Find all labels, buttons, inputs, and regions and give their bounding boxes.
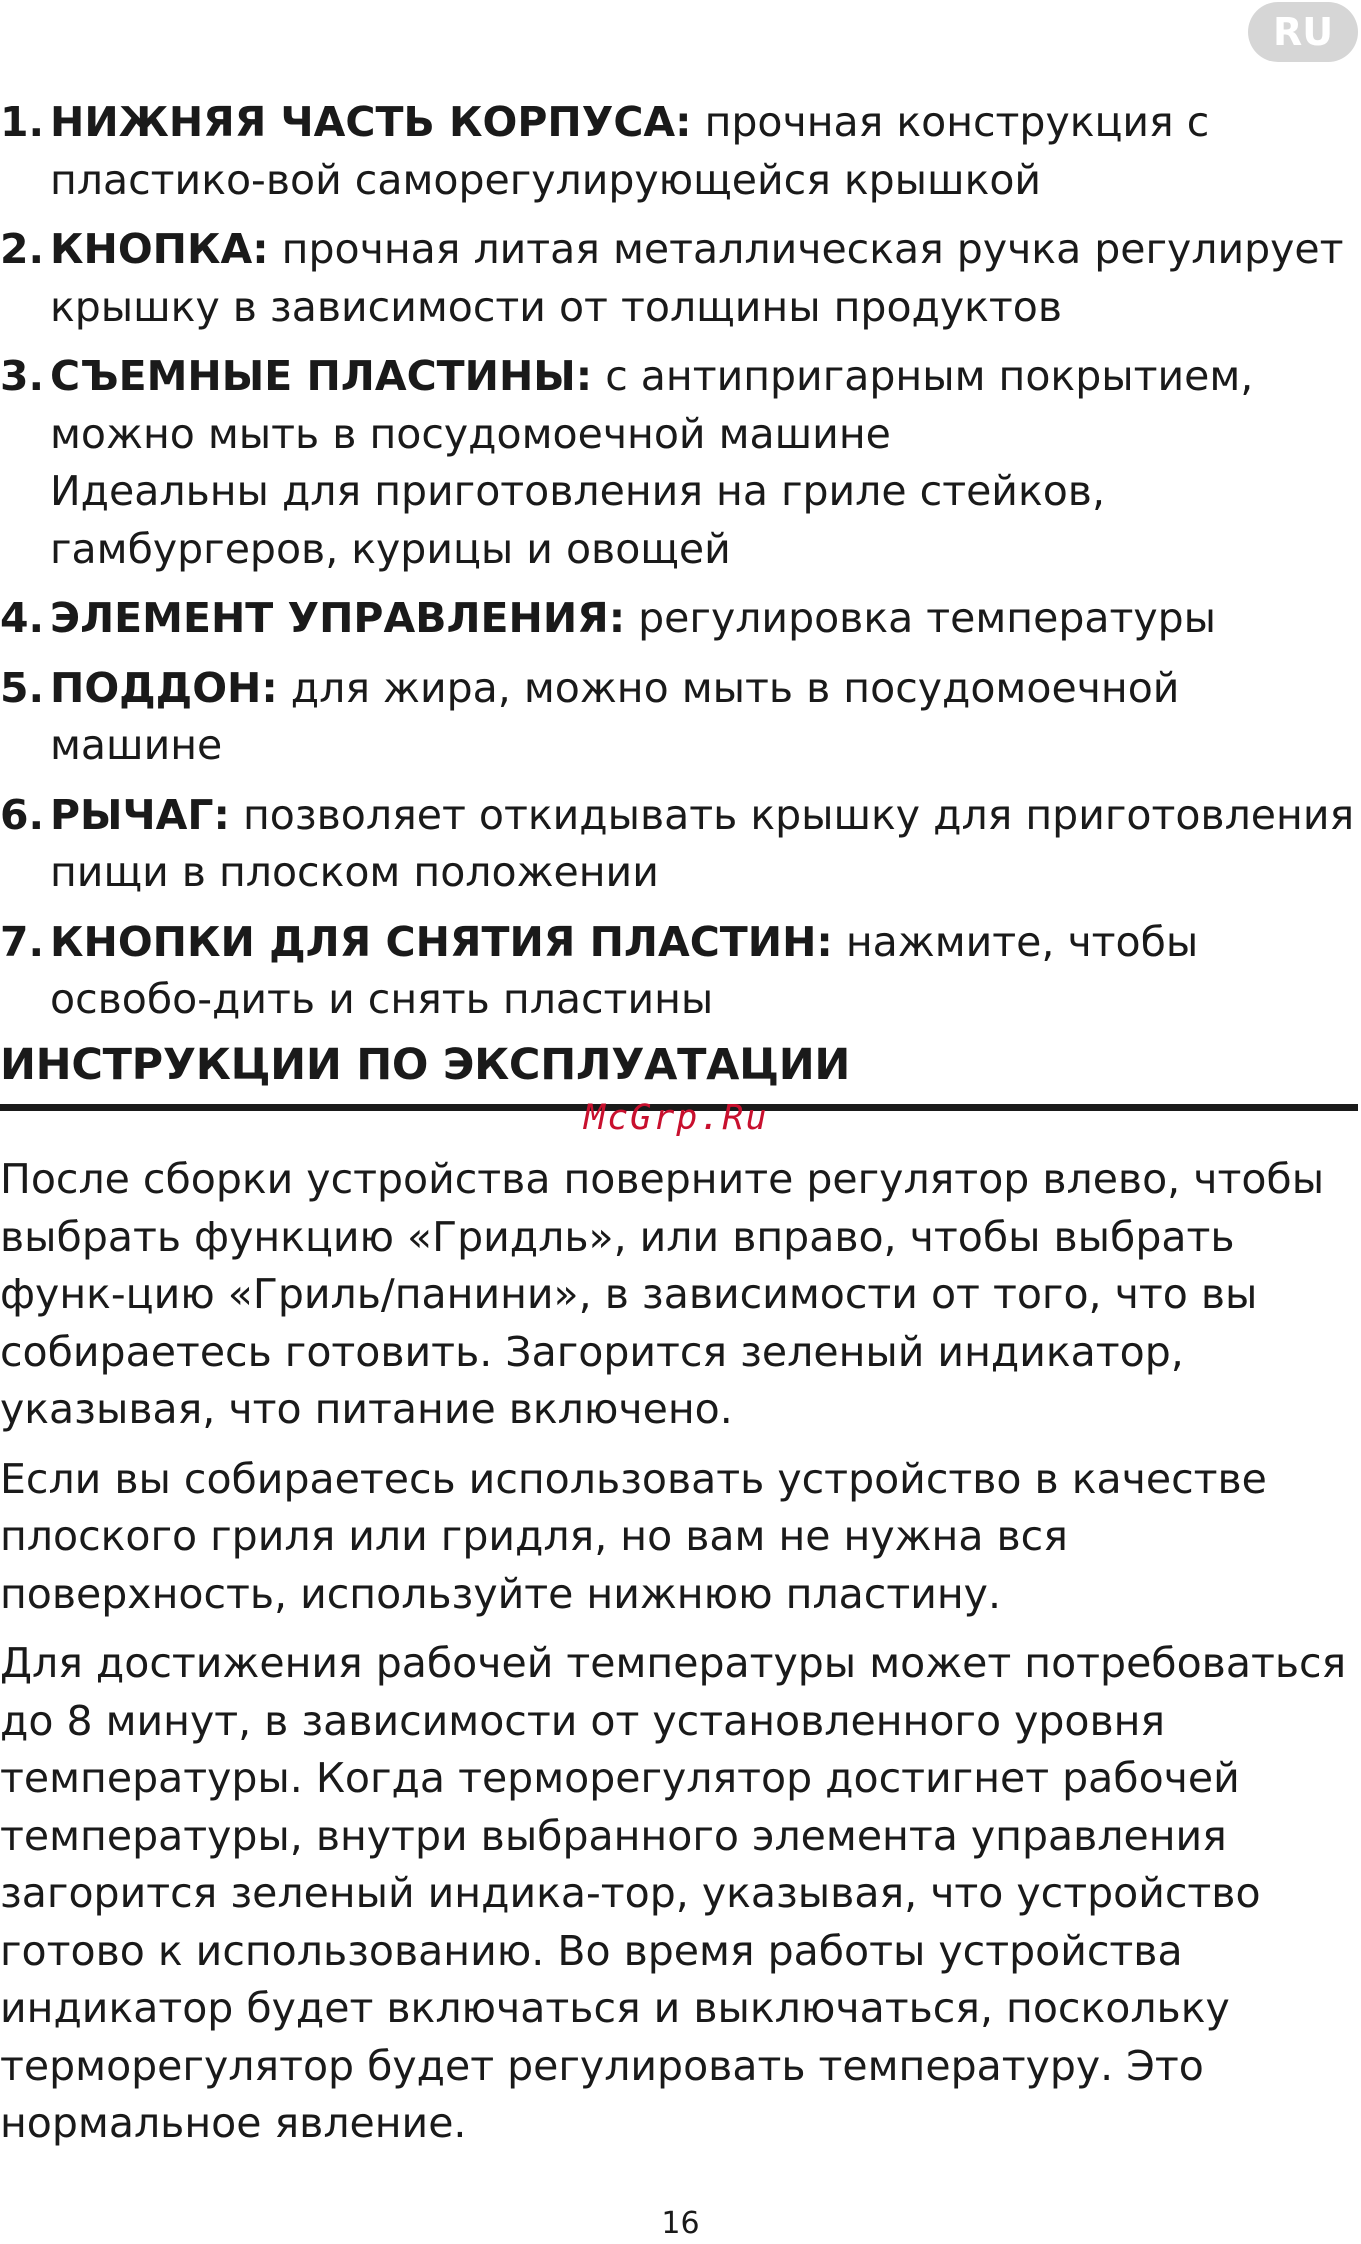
part-extra-note: Идеальны для приготовления на гриле стейков, гамбургеров, курицы и овощей [50, 467, 1105, 573]
part-term: ПОДДОН: [50, 663, 278, 712]
paragraph: После сборки устройства поверните регулятор влево, чтобы выбрать функцию «Гридль», или вправо, чтобы выбрать функ-цию «Гриль/панини», в зависимости от того, что вы собираетесь готовить. Загорится зеленый индикатор, указывая, что питание включено. [0, 1155, 1325, 1433]
part-item [0, 914, 1355, 1029]
part-term: НИЖНЯЯ ЧАСТЬ КОРПУСА: [50, 98, 692, 146]
part-description: позволяет откидывать крышку для приготовления пищи в плоском положении [50, 790, 1355, 896]
part-description: для жира, можно мыть в посудомоечной машине [50, 663, 1180, 769]
part-number: 4. [0, 594, 45, 642]
part-item [0, 94, 1355, 209]
part-item [0, 660, 1355, 775]
paragraph: Если вы собираетесь использовать устройство в качестве плоского гриля или гридля, но вам не нужна вся поверхность, используйте нижнюю пластину. [0, 1454, 1267, 1618]
part-term: КНОПКА: [50, 225, 269, 273]
part-number: 5. [0, 663, 45, 712]
part-term: ЭЛЕМЕНТ УПРАВЛЕНИЯ: [50, 594, 626, 642]
part-description: регулировка температуры [625, 594, 1217, 642]
section-title: ИНСТРУКЦИИ ПО ЭКСПЛУАТАЦИИ [0, 1040, 851, 1090]
page-number: 16 [661, 2206, 700, 2241]
part-term: КНОПКИ ДЛЯ СНЯТИЯ ПЛАСТИН: [50, 917, 833, 966]
part-item [0, 590, 1355, 648]
part-term: РЫЧАГ: [50, 790, 230, 839]
part-description: прочная литая металлическая ручка регулирует крышку в зависимости от толщины продуктов [50, 225, 1344, 331]
language-badge: RU [1248, 2, 1358, 62]
part-number: 7. [0, 917, 45, 966]
part-description: нажмите, чтобы освобо-дить и снять пластины [50, 917, 1199, 1023]
watermark: McGrp.Ru [584, 1098, 769, 1138]
parts-list [0, 94, 1355, 1041]
paragraph: Для достижения рабочей температуры может потребоваться до 8 минут, в зависимости от установленного уровня температуры. Когда терморегулятор достигнет рабочей температуры, внутри выбранного элемента управления загорится зеленый индика-тор, указывая, что устройство готово к использованию. Во время работы устройства индикатор будет включаться и выключаться, поскольку терморегулятор будет регулировать температуру. Это нормальное явление. [0, 1639, 1347, 2147]
part-item [0, 348, 1355, 578]
part-item [0, 221, 1355, 336]
part-number: 6. [0, 790, 45, 839]
part-number: 2. [0, 225, 45, 273]
part-number: 3. [0, 352, 45, 400]
part-description: прочная конструкция с пластико-вой саморегулирующейся крышкой [50, 98, 1210, 204]
part-item [0, 787, 1355, 902]
part-number: 1. [0, 98, 45, 146]
instructions-body [0, 1151, 1358, 2165]
part-term: СЪЕМНЫЕ ПЛАСТИНЫ: [50, 352, 593, 400]
part-description: с антипригарным покрытием, можно мыть в посудомоечной машине [50, 352, 1254, 458]
